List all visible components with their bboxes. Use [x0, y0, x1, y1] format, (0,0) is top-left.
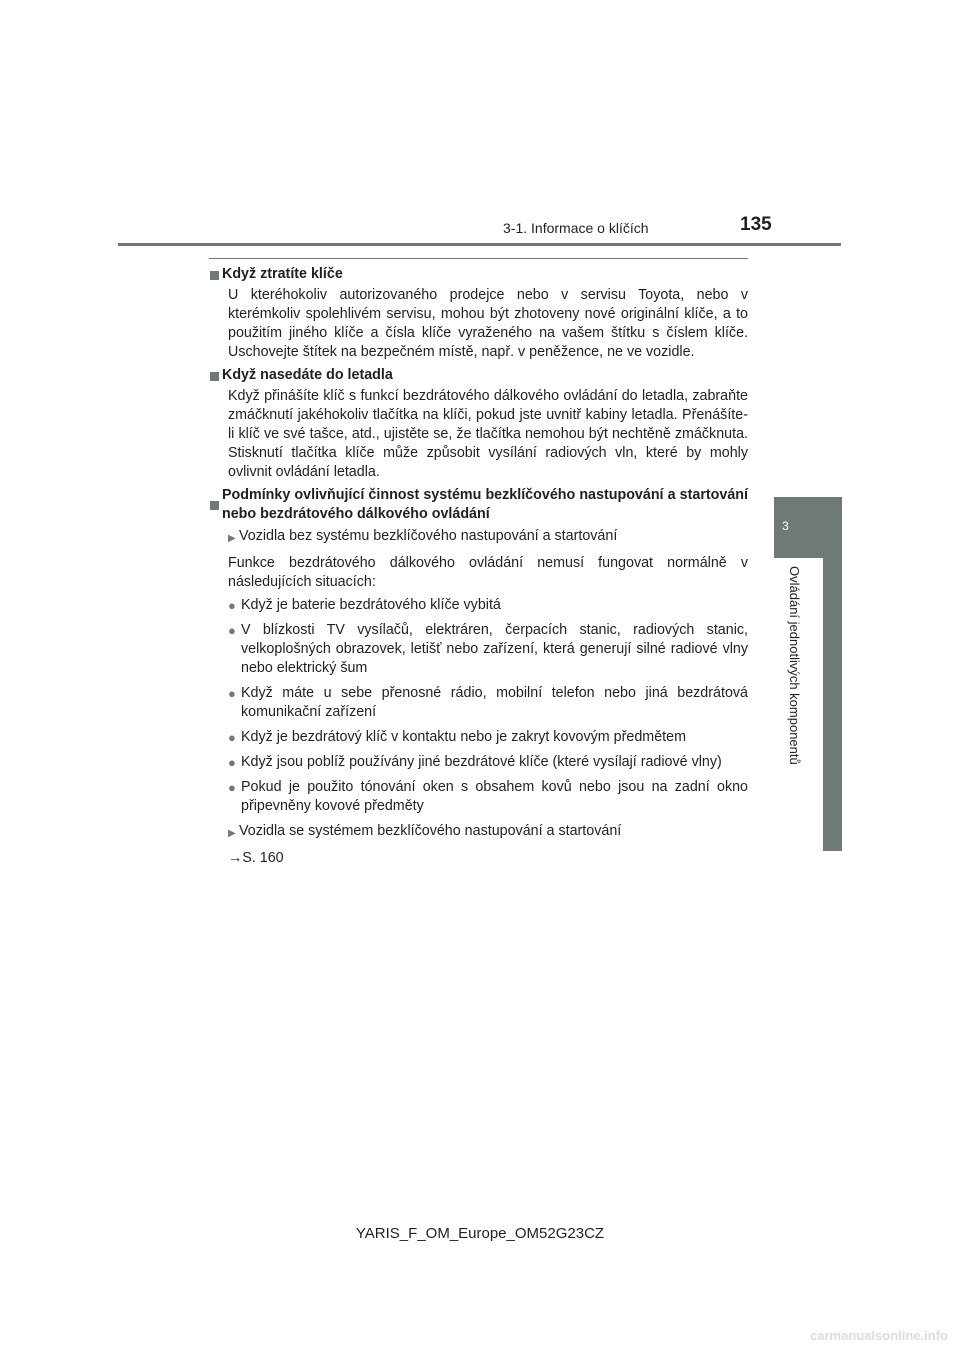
paragraph: U kteréhokoliv autorizovaného prodejce nebo v servisu Toyota, nebo v kterémkoliv spolehlivém servisu, mohou být zhotoveny nové originální klíče, a to použitím jiného klíče a čísla klíče vyraženého na vašem štítku s číslem klíče. Uschovejte štítek na bezpečném místě, např. v peněžence, ne ve vozidle.	[228, 287, 748, 360]
watermark: carmanualsonline.info	[810, 1328, 948, 1343]
page-content	[210, 265, 748, 872]
section-airplane	[210, 366, 748, 482]
header-section-title: 3-1. Informace o klíčích	[503, 220, 649, 236]
paragraph: Funkce bezdrátového dálkového ovládání nemusí fungovat normálně v následujících situacích:	[228, 555, 748, 590]
circle-bullet-icon: ●	[228, 755, 236, 770]
square-icon	[210, 265, 222, 284]
circle-bullet-icon: ●	[228, 730, 236, 745]
chapter-number: 3	[782, 519, 789, 533]
list-item: ● Pokud je použito tónování oken s obsahem kovů nebo jsou na zadní okno připevněny kovové předměty	[228, 779, 748, 814]
list-item: ● V blízkosti TV vysílačů, elektráren, čerpacích stanic, radiových stanic, velkoplošných obrazovek, letišť nebo zařízení, která generují silné radiové vlny nebo elektrický šum	[228, 622, 748, 676]
square-icon	[210, 486, 222, 524]
circle-bullet-icon: ●	[228, 598, 236, 613]
list-item: ● Když je bezdrátový klíč v kontaktu nebo je zakryt kovovým předmětem	[228, 729, 686, 745]
circle-bullet-icon: ●	[228, 686, 236, 701]
list-item: ● Když jsou poblíž používány jiné bezdrátové klíče (které vysílají radiové vlny)	[228, 754, 722, 770]
section-conditions	[210, 486, 748, 868]
page-reference: →S. 160	[228, 850, 284, 866]
section-title: Když ztratíte klíče	[210, 265, 748, 284]
subheading: ▶ Vozidla bez systému bezklíčového nastupování a startování	[228, 527, 748, 548]
list-item: ● Když je baterie bezdrátového klíče vybitá	[228, 597, 501, 613]
subheading: ▶ Vozidla se systémem bezklíčového nastupování a startování	[228, 822, 748, 843]
paragraph: Když přinášíte klíč s funkcí bezdrátového dálkového ovládání do letadla, zabraňte zmáčknutí jakéhokoliv tlačítka na klíči, pokud jste uvnitř kabiny letadla. Přenášíte-li klíč ve své tašce, atd., ujistěte se, že tlačítka nemohou být nechtěně zmáčknuta. Stisknutí tlačítka klíče může způsobit vysílání radiových vln, které by mohly ovlivnit ovládání letadla.	[228, 388, 748, 480]
circle-bullet-icon: ●	[228, 780, 236, 795]
triangle-right-icon: ▶	[228, 533, 236, 544]
chapter-side-bar	[823, 558, 842, 851]
circle-bullet-icon: ●	[228, 623, 236, 638]
header-divider	[118, 243, 841, 246]
triangle-right-icon: ▶	[228, 828, 236, 839]
chapter-label: Ovládání jednotlivých komponentů	[787, 566, 802, 765]
footer-document-code: YARIS_F_OM_Europe_OM52G23CZ	[355, 1225, 605, 1242]
chapter-tab	[774, 497, 842, 558]
content-divider	[209, 258, 748, 259]
square-icon	[210, 366, 222, 385]
section-title: Podmínky ovlivňující činnost systému bezklíčového nastupování a startování nebo bezdrátového dálkového ovládání	[210, 486, 748, 524]
section-title: Když nasedáte do letadla	[210, 366, 748, 385]
section-lost-keys	[210, 265, 748, 362]
list-item: ● Když máte u sebe přenosné rádio, mobilní telefon nebo jiná bezdrátová komunikační zařízení	[228, 685, 748, 720]
page-number: 135	[740, 214, 772, 235]
